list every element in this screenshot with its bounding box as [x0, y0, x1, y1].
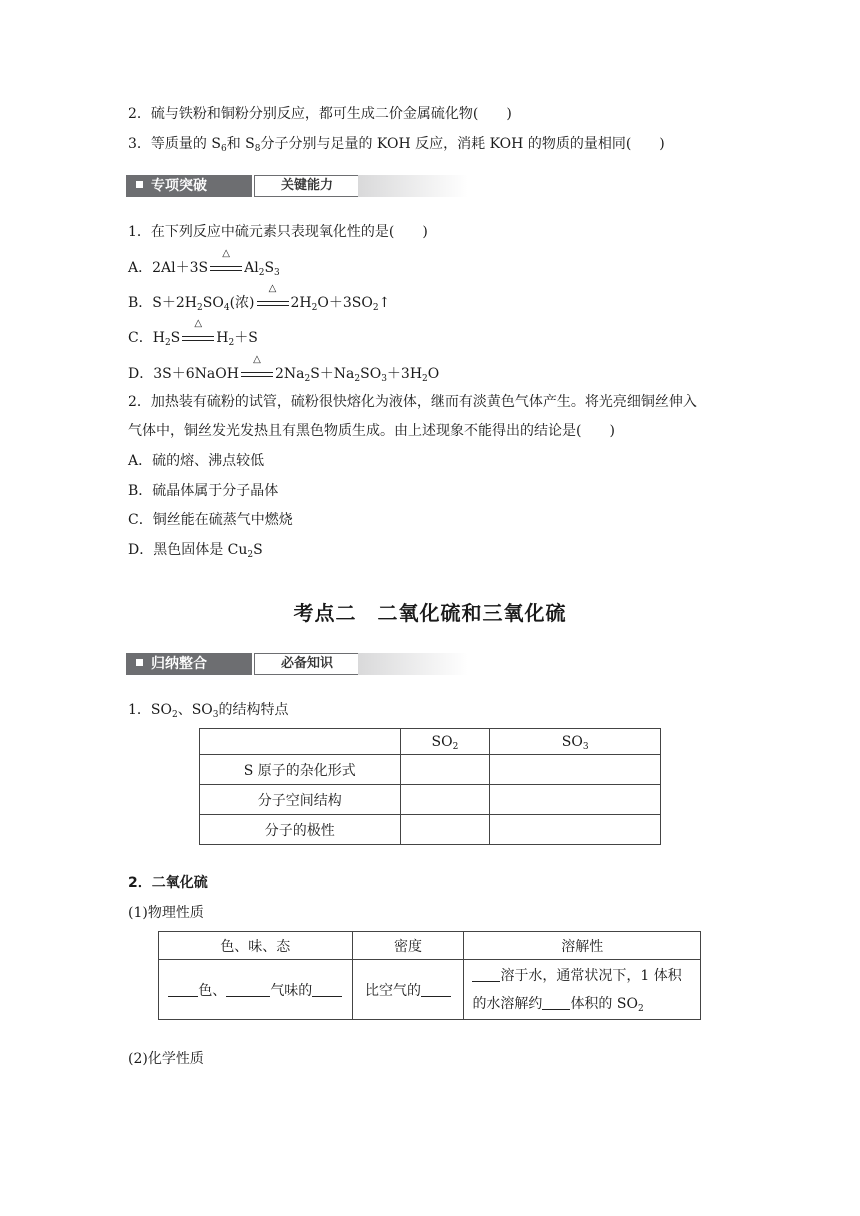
answer-cell[interactable]: [490, 755, 661, 785]
table-header-cell: $SO_2$: [400, 729, 490, 755]
table-cell: [200, 729, 401, 755]
fill-blank[interactable]: [542, 995, 570, 1010]
option-2b: B．硫晶体属于分子晶体: [128, 483, 279, 499]
heat-reaction-arrow: △: [255, 293, 291, 313]
row-label: 分子空间结构: [200, 785, 401, 815]
option-1b: B．$S+2H_2SO_4$(浓) △ $2H_2O+3SO_2↑$: [128, 283, 391, 313]
table-header-cell: 密度: [352, 932, 464, 960]
banner-title: 专项突破: [126, 175, 252, 197]
option-1c: C．$H_2S$ △ $H_2+S$: [128, 318, 258, 348]
section-banner-key-abilities: [126, 173, 468, 199]
square-bullet-icon: [136, 659, 143, 666]
fill-blank[interactable]: [421, 982, 451, 997]
question-2-stem-line2: 气体中，铜丝发光发热且有黑色物质生成。由上述现象不能得出的结论是( ): [128, 423, 615, 439]
question-2-stem-line1: 2．加热装有硫粉的试管，硫粉很快熔化为液体，继而有淡黄色气体产生。将光亮细铜丝伸入: [128, 394, 697, 410]
answer-cell[interactable]: [400, 785, 490, 815]
answer-cell[interactable]: [400, 815, 490, 845]
structure-table: [199, 728, 661, 845]
heat-reaction-arrow: △: [208, 258, 244, 278]
table-row: [159, 960, 701, 1020]
heat-reaction-arrow: △: [180, 328, 216, 348]
table-header-cell: $SO_3$: [490, 729, 661, 755]
item-2-1-heading: (1)物理性质: [128, 905, 204, 921]
table-row: [200, 785, 661, 815]
table-header-cell: 色、味、态: [159, 932, 353, 960]
banner-subtitle: 必备知识: [254, 653, 360, 675]
table-row: [200, 755, 661, 785]
option-1d: D．3S＋6NaOH △ $2Na_2S+Na_2SO_3+3H_2O$: [128, 354, 440, 384]
option-2a: A．硫的熔、沸点较低: [128, 453, 265, 469]
table-header-row: [200, 729, 661, 755]
banner-subtitle: 关键能力: [254, 175, 360, 197]
section-banner-essential-knowledge: [126, 651, 468, 677]
item-1-heading: 1．$SO_2$、$SO_3$的结构特点: [128, 702, 289, 720]
fill-blank[interactable]: [226, 982, 270, 997]
row-label: 分子的极性: [200, 815, 401, 845]
answer-cell[interactable]: [490, 785, 661, 815]
section-title: 考点二 二氧化硫和三氧化硫: [293, 601, 567, 625]
physical-properties-table: [158, 931, 701, 1020]
table-header-cell: 溶解性: [464, 932, 701, 960]
solubility-cell: 溶于水，通常状况下，1 体积 的水溶解约 体积的 $SO_2$: [464, 960, 701, 1020]
color-smell-state-cell: 色、 气味的: [159, 960, 353, 1020]
question-1-stem: 1．在下列反应中硫元素只表现氧化性的是( ): [128, 224, 428, 240]
row-label: S 原子的杂化形式: [200, 755, 401, 785]
banner-title: 归纳整合: [126, 653, 252, 675]
fill-blank[interactable]: [472, 967, 500, 982]
density-cell: 比空气的: [352, 960, 464, 1020]
true-false-question-2: 2．硫与铁粉和铜粉分别反应，都可生成二价金属硫化物( ): [128, 106, 512, 122]
option-2d: D．黑色固体是 $Cu_2S$: [128, 542, 263, 560]
table-header-row: [159, 932, 701, 960]
true-false-question-3: 3．等质量的 $S_6$和 $S_8$分子分别与足量的 KOH 反应，消耗 KOH 的物质的量相同( ): [128, 136, 665, 154]
square-bullet-icon: [136, 181, 143, 188]
answer-cell[interactable]: [490, 815, 661, 845]
answer-cell[interactable]: [400, 755, 490, 785]
heat-reaction-arrow: △: [239, 364, 275, 384]
option-2c: C．铜丝能在硫蒸气中燃烧: [128, 512, 293, 528]
fill-blank[interactable]: [312, 982, 342, 997]
item-2-heading: 2．二氧化硫: [128, 875, 208, 891]
fill-blank[interactable]: [168, 982, 198, 997]
table-row: [200, 815, 661, 845]
option-1a: A．2Al＋3S △ $Al_2S_3$: [128, 248, 280, 278]
banner-fade: [358, 175, 468, 197]
item-2-2-heading: (2)化学性质: [128, 1051, 204, 1067]
banner-fade: [358, 653, 468, 675]
